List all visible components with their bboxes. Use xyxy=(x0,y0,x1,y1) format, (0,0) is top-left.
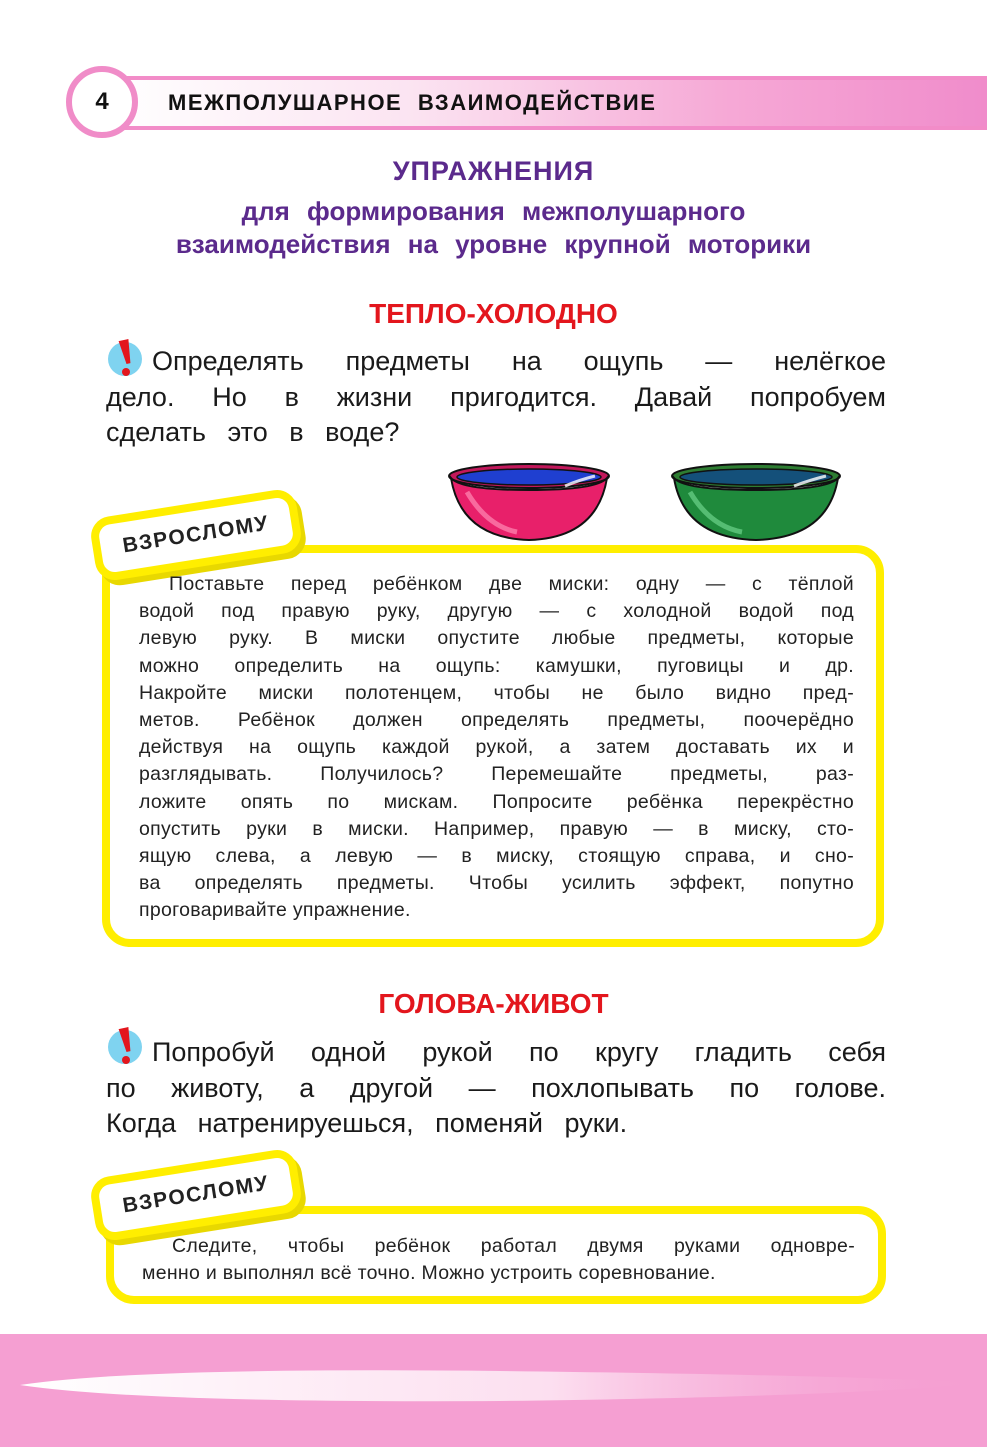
text-line: водой под правую руку, другую — с холодной водой под xyxy=(139,600,854,623)
adult-label-2: ВЗРОСЛОМУ xyxy=(88,1147,303,1243)
text-line: опустить руки в миски. Например, правую — в миску, сто- xyxy=(139,817,854,840)
text-line: Когда натренируешься, поменяй руки. xyxy=(106,1108,628,1138)
text-line: действуя на ощупь каждой рукой, а затем доставать их и xyxy=(139,736,854,759)
footer-decoration xyxy=(20,1363,987,1407)
text-line: Попробуй одной рукой по кругу гладить себя xyxy=(152,1037,886,1067)
exercise-1-child-text xyxy=(106,344,886,451)
adult-instructions-2 xyxy=(142,1233,855,1287)
text-line: разглядывать. Получилось? Перемешайте предметы, раз- xyxy=(139,763,854,786)
text-line: можно определить на ощупь: камушки, пуговицы и др. xyxy=(139,654,854,677)
text-line: менно и выполнял всё точно. Можно устроить соревнование. xyxy=(142,1262,716,1285)
text-line: Поставьте перед ребёнком две миски: одну — с тёплой xyxy=(169,573,854,595)
text-line: дело. Но в жизни пригодится. Давай попробуем xyxy=(106,381,886,412)
adult-instructions-1 xyxy=(139,571,854,925)
exercise-2-title: ГОЛОВА-ЖИВОТ xyxy=(378,988,609,1019)
text-line: Следите, чтобы ребёнок работал двумя руками одновре- xyxy=(172,1235,855,1257)
text-line: сделать это в воде? xyxy=(106,417,400,447)
main-subtitle-line-2: взаимодействия на уровне крупной моторики xyxy=(175,229,812,259)
text-line: Накройте миски полотенцем, чтобы не было видно пред- xyxy=(139,681,854,704)
text-line: ва определять предметы. Чтобы усилить эффект, попутно xyxy=(139,872,854,895)
exercise-2-child-text xyxy=(106,1035,886,1142)
main-subtitle-line-1: для формирования межполушарного xyxy=(241,196,746,226)
exercise-1-title: ТЕПЛО-ХОЛОДНО xyxy=(369,298,618,329)
cold-water-bowl xyxy=(670,462,842,542)
text-line: метов. Ребёнок должен определять предметы, поочерёдно xyxy=(139,709,854,732)
warm-water-bowl xyxy=(447,462,611,542)
text-line: ящую слева, а левую — в миску, стоящую справа, и сно- xyxy=(139,845,854,868)
text-line: ложите опять по мискам. Попросите ребёнка перекрёстно xyxy=(139,790,854,813)
text-line: по животу, а другой — похлопывать по голове. xyxy=(106,1072,886,1103)
chapter-title: МЕЖПОЛУШАРНОЕ ВЗАИМОДЕЙСТВИЕ xyxy=(168,90,657,115)
main-title: УПРАЖНЕНИЯ xyxy=(392,156,595,186)
adult-label-1: ВЗРОСЛОМУ xyxy=(88,487,303,583)
text-line: проговаривайте упражнение. xyxy=(139,899,411,922)
text-line: Определять предметы на ощупь — нелёгкое xyxy=(152,346,886,376)
page-number: 4 xyxy=(66,66,138,138)
text-line: левую руку. В миски опустите любые предметы, которые xyxy=(139,627,854,650)
